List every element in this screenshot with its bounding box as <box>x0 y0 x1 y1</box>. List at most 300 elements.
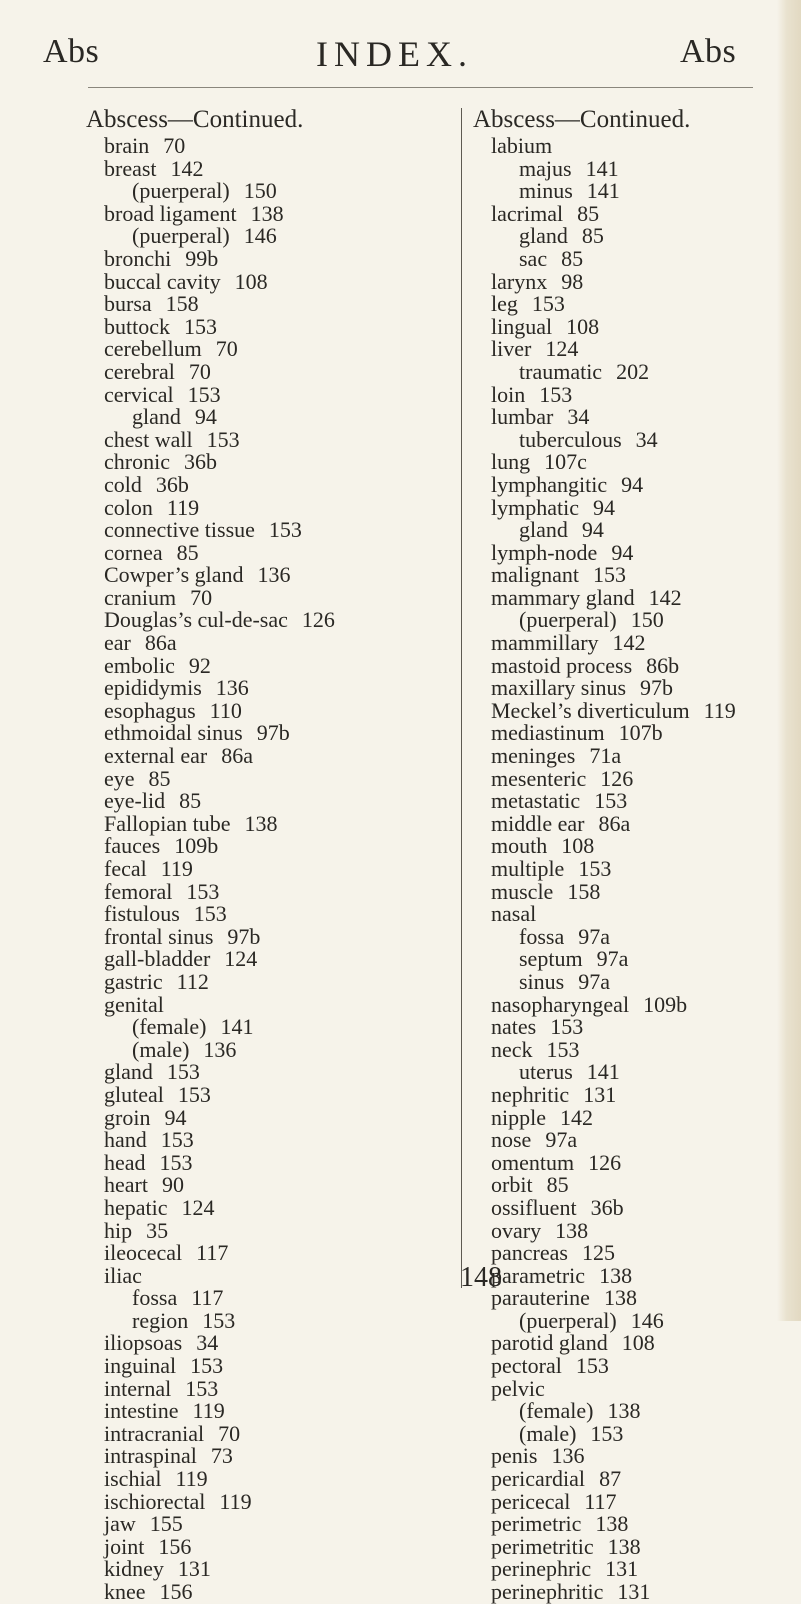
index-entry <box>475 1513 775 1536</box>
entry-page-ref: 87 <box>599 1466 622 1492</box>
entry-term: meninges <box>491 743 576 769</box>
entry-term: pericecal <box>491 1488 571 1514</box>
entry-page-ref: 92 <box>188 652 211 678</box>
index-entry <box>88 609 418 632</box>
index-entry <box>88 968 418 994</box>
entry-page-ref: 153 <box>193 901 227 927</box>
entry-term: cranium <box>104 584 177 610</box>
entry-page-ref: 86a <box>144 630 177 656</box>
entry-term: mammillary <box>491 630 599 656</box>
entry-term: loin <box>491 381 526 407</box>
index-entry <box>88 1242 418 1265</box>
index-entry <box>88 745 418 768</box>
entry-term: genital <box>104 991 164 1017</box>
entry-term: nephritic <box>491 1081 570 1107</box>
entry-page-ref: 153 <box>206 426 240 452</box>
entry-term: pancreas <box>491 1240 568 1266</box>
entry-page-ref: 131 <box>617 1579 651 1604</box>
index-entry <box>475 697 775 723</box>
right-column-title: Abscess—Continued. <box>473 106 691 133</box>
index-entry <box>475 471 775 497</box>
entry-term: kidney <box>104 1556 164 1582</box>
entry-page-ref: 117 <box>196 1240 229 1266</box>
index-entry <box>88 903 418 926</box>
entry-term: nates <box>491 1014 537 1040</box>
entry-page-ref: 70 <box>218 1420 241 1446</box>
entry-term: (puerperal) <box>519 607 617 633</box>
entry-page-ref: 73 <box>210 1443 233 1469</box>
entry-term: external ear <box>104 743 208 769</box>
entry-term: ischial <box>104 1466 162 1492</box>
entry-page-ref: 153 <box>186 878 220 904</box>
index-entry <box>88 1217 418 1243</box>
index-entry <box>88 1174 418 1197</box>
entry-term: joint <box>104 1533 145 1559</box>
index-entry <box>88 1533 418 1559</box>
index-entry <box>88 180 418 203</box>
entry-term: malignant <box>491 562 579 588</box>
index-entry <box>475 406 775 429</box>
entry-term: lacrimal <box>491 200 564 226</box>
entry-page-ref: 36b <box>590 1194 624 1220</box>
entry-term: gluteal <box>104 1081 164 1107</box>
index-entry <box>475 426 775 452</box>
entry-page-ref: 153 <box>187 381 221 407</box>
entry-term: pelvic <box>491 1375 545 1401</box>
entry-page-ref: 156 <box>159 1579 193 1604</box>
entry-page-ref: 70 <box>190 584 213 610</box>
index-entry <box>475 519 775 542</box>
entry-page-ref: 136 <box>551 1443 585 1469</box>
index-entry <box>475 858 775 881</box>
entry-page-ref: 142 <box>170 155 204 181</box>
entry-term: larynx <box>491 268 548 294</box>
index-entry <box>88 765 418 791</box>
entry-term: parotid gland <box>491 1330 608 1356</box>
index-entry <box>88 584 418 610</box>
index-entry <box>88 858 418 881</box>
entry-page-ref: 108 <box>621 1330 655 1356</box>
index-entry <box>88 471 418 497</box>
entry-term: region <box>132 1307 189 1333</box>
entry-term: hip <box>104 1217 133 1243</box>
entry-page-ref: 117 <box>584 1488 617 1514</box>
entry-page-ref: 110 <box>209 697 242 723</box>
entry-page-ref: 158 <box>165 291 199 317</box>
entry-page-ref: 153 <box>578 856 612 881</box>
entry-term: neck <box>491 1036 533 1062</box>
entry-term: mesenteric <box>491 765 587 791</box>
index-entry <box>475 1194 775 1220</box>
entry-page-ref: 131 <box>605 1556 639 1582</box>
index-entry <box>475 451 775 474</box>
entry-term: femoral <box>104 878 173 904</box>
index-entry <box>475 652 775 678</box>
entry-page-ref: 156 <box>158 1533 192 1559</box>
entry-term: gland <box>519 223 568 249</box>
index-entry <box>475 1445 775 1468</box>
index-entry <box>475 1081 775 1107</box>
entry-term: (puerperal) <box>519 1307 617 1333</box>
index-entry <box>88 677 418 700</box>
entry-term: Fallopian tube <box>104 810 231 836</box>
entry-page-ref: 94 <box>611 539 634 565</box>
entry-page-ref: 97a <box>545 1127 578 1153</box>
entry-term: penis <box>491 1443 538 1469</box>
entry-page-ref: 153 <box>531 291 565 317</box>
entry-page-ref: 138 <box>607 1533 641 1559</box>
running-head-title: INDEX. <box>316 34 473 74</box>
index-entry <box>475 1400 775 1423</box>
entry-page-ref: 141 <box>220 1014 254 1040</box>
entry-page-ref: 153 <box>594 788 628 814</box>
entry-page-ref: 126 <box>588 1149 622 1175</box>
index-entry <box>475 358 775 384</box>
index-entry <box>88 539 418 565</box>
entry-term: intracranial <box>104 1420 205 1446</box>
entry-page-ref: 71a <box>589 743 622 769</box>
entry-term: breast <box>104 155 157 181</box>
entry-page-ref: 90 <box>161 1172 184 1198</box>
entry-term: muscle <box>491 878 554 904</box>
entry-term: epididymis <box>104 675 202 701</box>
entry-term: connective tissue <box>104 517 255 543</box>
entry-term: ischiorectal <box>104 1488 206 1514</box>
entry-term: tuberculous <box>519 426 622 452</box>
entry-page-ref: 119 <box>192 1398 225 1424</box>
index-entry <box>475 200 775 226</box>
index-entry <box>475 948 775 971</box>
entry-term: labium <box>491 133 553 158</box>
index-entry <box>475 1217 775 1243</box>
entry-term: (male) <box>519 1420 577 1446</box>
entry-page-ref: 136 <box>215 675 249 701</box>
entry-term: nose <box>491 1127 532 1153</box>
entry-page-ref: 153 <box>160 1127 194 1153</box>
index-entry <box>88 406 418 429</box>
entry-page-ref: 70 <box>163 133 186 158</box>
entry-term: fauces <box>104 833 161 859</box>
entry-page-ref: 109b <box>643 991 688 1017</box>
entry-term: embolic <box>104 652 175 678</box>
entry-page-ref: 138 <box>244 810 278 836</box>
entry-page-ref: 153 <box>185 1375 219 1401</box>
entry-term: metastatic <box>491 788 581 814</box>
index-entry <box>88 1332 418 1355</box>
entry-term: (female) <box>132 1014 207 1040</box>
index-entry <box>88 1488 418 1514</box>
index-entry <box>475 180 775 203</box>
entry-term: brain <box>104 133 150 158</box>
entry-page-ref: 126 <box>301 607 335 633</box>
entry-term: broad ligament <box>104 200 237 226</box>
index-entry <box>475 835 775 858</box>
index-entry <box>88 1400 418 1423</box>
index-entry <box>475 1149 775 1175</box>
index-entry <box>88 991 418 1017</box>
index-entry <box>88 1581 418 1604</box>
entry-page-ref: 108 <box>566 313 600 339</box>
index-entry <box>475 790 775 813</box>
index-entry <box>88 1104 418 1130</box>
entry-term: perimetric <box>491 1511 582 1537</box>
index-entry <box>475 1016 775 1039</box>
index-entry <box>475 1558 775 1581</box>
entry-page-ref: 70 <box>215 336 238 362</box>
entry-page-ref: 119 <box>175 1466 208 1492</box>
entry-term: Douglas’s cul-de-sac <box>104 607 288 633</box>
entry-page-ref: 97a <box>596 946 629 972</box>
index-entry <box>88 1307 418 1333</box>
entry-term: perimetritic <box>491 1533 594 1559</box>
entry-page-ref: 136 <box>203 1036 237 1062</box>
index-entry <box>88 268 418 294</box>
entry-term: uterus <box>519 1059 573 1085</box>
index-entry <box>88 1129 418 1152</box>
entry-page-ref: 85 <box>546 1172 569 1198</box>
running-head-left: Abs <box>43 33 100 70</box>
entry-term: hepatic <box>104 1194 168 1220</box>
index-entry <box>88 878 418 904</box>
index-entry <box>475 1355 775 1378</box>
index-entry <box>475 1581 775 1604</box>
entry-page-ref: 153 <box>590 1420 624 1446</box>
entry-term: pericardial <box>491 1466 586 1492</box>
entry-page-ref: 158 <box>567 878 601 904</box>
entry-term: (male) <box>132 1036 190 1062</box>
entry-page-ref: 136 <box>257 562 291 588</box>
entry-term: ileocecal <box>104 1240 183 1266</box>
index-entry <box>88 1355 418 1378</box>
index-entry <box>88 1081 418 1107</box>
index-entry <box>88 451 418 474</box>
entry-page-ref: 119 <box>219 1488 252 1514</box>
entry-page-ref: 153 <box>202 1307 236 1333</box>
entry-term: omentum <box>491 1149 575 1175</box>
index-entry <box>475 722 775 745</box>
entry-term: inguinal <box>104 1353 177 1379</box>
index-entry <box>88 1061 418 1084</box>
index-entry <box>88 358 418 384</box>
index-entry <box>475 245 775 271</box>
entry-term: fecal <box>104 856 147 881</box>
entry-term: cervical <box>104 381 174 407</box>
entry-page-ref: 153 <box>550 1014 584 1040</box>
right-column <box>475 105 775 1604</box>
entry-page-ref: 86b <box>646 652 680 678</box>
entry-term: knee <box>104 1579 146 1604</box>
entry-term: gland <box>519 517 568 543</box>
entry-page-ref: 153 <box>592 562 626 588</box>
entry-page-ref: 153 <box>546 1036 580 1062</box>
entry-page-ref: 142 <box>612 630 646 656</box>
page-number: 148 <box>460 1262 502 1293</box>
entry-term: groin <box>104 1104 151 1130</box>
index-entry <box>475 1307 775 1333</box>
index-entry <box>88 426 418 452</box>
index-entry <box>475 1287 775 1310</box>
index-entry <box>88 697 418 723</box>
entry-term: mouth <box>491 833 548 859</box>
index-entry <box>88 225 418 248</box>
entry-page-ref: 94 <box>581 517 604 543</box>
entry-page-ref: 36b <box>183 449 217 475</box>
entry-page-ref: 34 <box>567 404 590 430</box>
index-entry <box>475 923 775 949</box>
index-entry <box>88 494 418 520</box>
index-entry <box>88 1468 418 1491</box>
entry-term: lung <box>491 449 531 475</box>
entry-term: gland <box>132 404 181 430</box>
entry-page-ref: 108 <box>234 268 268 294</box>
entry-page-ref: 35 <box>146 1217 169 1243</box>
entry-page-ref: 150 <box>630 607 664 633</box>
entry-term: middle ear <box>491 810 585 836</box>
entry-page-ref: 153 <box>184 313 217 339</box>
entry-page-ref: 97a <box>578 923 610 949</box>
entry-page-ref: 94 <box>194 404 217 430</box>
entry-term: cerebral <box>104 358 175 384</box>
entry-page-ref: 153 <box>166 1059 200 1085</box>
entry-page-ref: 98 <box>561 268 584 294</box>
index-entry <box>88 1513 418 1536</box>
entry-page-ref: 202 <box>616 358 650 384</box>
entry-term: jaw <box>104 1511 136 1537</box>
index-entry <box>475 632 775 655</box>
index-entry <box>475 1036 775 1062</box>
index-entry <box>475 1129 775 1152</box>
entry-page-ref: 94 <box>164 1104 187 1130</box>
entry-page-ref: 142 <box>560 1104 593 1130</box>
index-entry <box>88 1036 418 1062</box>
entry-term: fossa <box>519 923 565 949</box>
entry-page-ref: 150 <box>243 178 277 204</box>
entry-page-ref: 112 <box>176 968 209 994</box>
index-entry <box>88 1262 418 1288</box>
entry-page-ref: 119 <box>703 697 736 723</box>
entry-page-ref: 85 <box>581 223 604 249</box>
index-entry <box>475 1174 775 1197</box>
index-entry <box>475 338 775 361</box>
index-entry <box>475 810 775 836</box>
index-entry <box>88 810 418 836</box>
entry-term: nasopharyngeal <box>491 991 630 1017</box>
entry-page-ref: 86a <box>598 810 631 836</box>
entry-page-ref: 85 <box>179 788 202 814</box>
entry-term: cerebellum <box>104 336 202 362</box>
entry-term: head <box>104 1149 146 1175</box>
entry-term: esophagus <box>104 697 196 723</box>
index-entry <box>475 968 775 994</box>
index-entry <box>88 313 418 339</box>
entry-page-ref: 138 <box>607 1398 641 1424</box>
entry-term: mammary gland <box>491 584 635 610</box>
entry-page-ref: 107b <box>618 720 663 746</box>
running-head-right: Abs <box>680 33 737 70</box>
entry-page-ref: 94 <box>592 494 615 520</box>
index-entry <box>475 539 775 565</box>
entry-term: multiple <box>491 856 565 881</box>
entry-page-ref: 85 <box>561 245 584 271</box>
entry-page-ref: 99b <box>185 245 219 271</box>
index-entry <box>475 1420 775 1446</box>
index-entry <box>88 835 418 858</box>
entry-page-ref: 124 <box>181 1194 215 1220</box>
entry-term: (puerperal) <box>132 178 230 204</box>
entry-term: eye-lid <box>104 788 166 814</box>
entry-term: chronic <box>104 449 170 475</box>
entry-page-ref: 97b <box>227 923 261 949</box>
index-entry <box>475 1468 775 1491</box>
entry-page-ref: 141 <box>585 155 619 181</box>
entry-term: septum <box>519 946 583 972</box>
entry-term: intraspinal <box>104 1443 197 1469</box>
index-entry <box>475 745 775 768</box>
entry-page-ref: 124 <box>224 946 258 972</box>
index-entry <box>88 1375 418 1401</box>
entry-term: Meckel’s diverticulum <box>491 697 690 723</box>
entry-term: Cowper’s gland <box>104 562 244 588</box>
left-entry-list <box>88 135 418 1604</box>
index-entry <box>88 381 418 407</box>
entry-page-ref: 119 <box>166 494 200 520</box>
index-entry <box>475 677 775 700</box>
entry-page-ref: 117 <box>191 1285 224 1311</box>
index-entry <box>475 135 775 158</box>
entry-page-ref: 97b <box>256 720 290 746</box>
entry-term: orbit <box>491 1172 533 1198</box>
index-entry <box>88 1287 418 1310</box>
entry-term: liver <box>491 336 532 362</box>
index-entry <box>475 878 775 904</box>
entry-term: gall-bladder <box>104 946 211 972</box>
entry-page-ref: 94 <box>621 471 644 497</box>
entry-term: intestine <box>104 1398 179 1424</box>
entry-term: nasal <box>491 901 537 927</box>
entry-page-ref: 36b <box>155 471 189 497</box>
entry-term: perinephric <box>491 1556 592 1582</box>
entry-term: eye <box>104 765 135 791</box>
index-entry <box>88 1558 418 1581</box>
entry-term: ear <box>104 630 131 656</box>
index-entry <box>88 200 418 226</box>
index-entry <box>88 155 418 181</box>
entry-term: lumbar <box>491 404 554 430</box>
entry-page-ref: 107c <box>544 449 587 475</box>
entry-term: mediastinum <box>491 720 605 746</box>
entry-term: parauterine <box>491 1285 590 1311</box>
entry-page-ref: 138 <box>555 1217 589 1243</box>
entry-term: gastric <box>104 968 163 994</box>
index-entry <box>475 494 775 520</box>
entry-page-ref: 97b <box>640 675 674 701</box>
entry-page-ref: 153 <box>539 381 573 407</box>
index-entry <box>475 991 775 1017</box>
entry-term: iliopsoas <box>104 1330 183 1356</box>
index-entry <box>88 923 418 949</box>
index-entry <box>475 903 775 926</box>
entry-term: ovary <box>491 1217 542 1243</box>
entry-term: nipple <box>491 1104 546 1130</box>
index-entry <box>475 1488 775 1514</box>
entry-term: cold <box>104 471 142 497</box>
entry-term: lymphangitic <box>491 471 608 497</box>
index-entry <box>475 293 775 316</box>
index-entry <box>88 245 418 271</box>
entry-term: ethmoidal sinus <box>104 720 243 746</box>
entry-term: cornea <box>104 539 163 565</box>
index-entry <box>475 609 775 632</box>
